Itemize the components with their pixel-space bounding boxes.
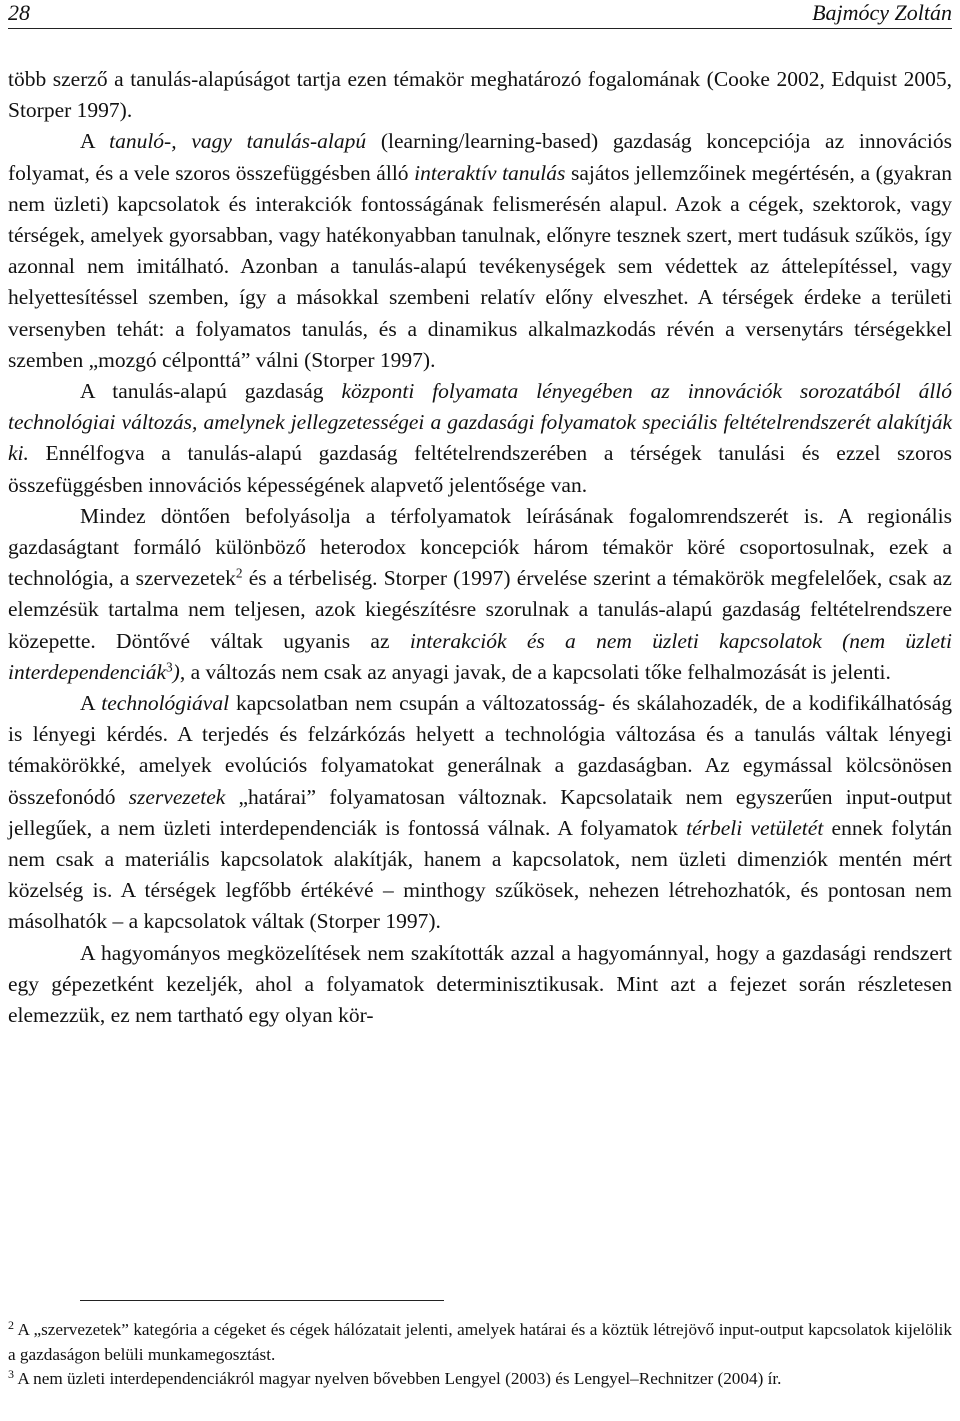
page-header xyxy=(8,0,952,29)
footnote-marker-2: 2 xyxy=(8,1317,15,1332)
footnotes xyxy=(8,1318,952,1392)
paragraph-3 xyxy=(8,376,952,501)
p5-italic-f: térbeli vetületét xyxy=(686,815,824,840)
p5-italic-d: szervezetek xyxy=(128,784,226,809)
footnote-text-2: A „szervezetek” kategória a cégeket és cégek hálózatait jelenti, amelyek határai és a köztük létrejövő input-output kapcsolatok kijelölik a gazdaságon belüli munkamegosztást. xyxy=(8,1320,952,1364)
p2-text-c: (learning/learning-based) gazdaság koncepciója az innovációs folyamat, és a vele szoros összefüggésben álló xyxy=(8,129,953,185)
footnote-3 xyxy=(8,1367,952,1392)
p3-italic-b: központi folyamata lényegében az innovációk sorozatából álló technológiai változás, amelynek jellegzetességei a gazdasági folyamatok speciális feltételrendszerét alakítják ki. xyxy=(8,379,953,466)
paragraph-5 xyxy=(8,688,952,938)
p2-italic-b: tanuló-, vagy tanulás-alapú xyxy=(109,129,367,154)
footnote-ref-2[interactable]: 2 xyxy=(235,565,243,581)
p2-text-a: A xyxy=(80,129,110,154)
p2-italic-d: interaktív tanulás xyxy=(414,160,566,185)
p5-text-a: A xyxy=(80,691,102,716)
p4-text-b: és a térbeliség. Storper (1997) érvelése szerint a témakörök megfelelőek, csak az elemzésük tartalma nem teljesen, azok kiegészítésre szorulnak a tanulás-alapú gazdaság feltételrendszere közepette. Döntővé váltak ugyanis az xyxy=(8,566,952,653)
page-number: 28 xyxy=(8,0,30,25)
footnote-ref-3[interactable]: 3 xyxy=(166,659,173,675)
p3-text-a: A tanulás-alapú gazdaság xyxy=(80,379,342,404)
paragraph-2 xyxy=(8,126,952,376)
p5-text-g: ennek folytán nem csak a materiális kapcsolatok alakítják, hanem a kapcsolatok, nem üzleti dimenziók mentén mért közelség is. A térségek legfőbb értékévé – minthogy szűkösek, nehezen létrehozhatók, és pontosan nem másolhatók – a kapcsolatok váltak (Storper 1997). xyxy=(8,815,952,934)
p5-text-e: „határai” folyamatosan változnak. Kapcsolataik nem egyszerűen input-output jellegűek, a nem üzleti interdependenciák is fontossá válnak. A folyamatok xyxy=(8,784,952,840)
paragraph-1 xyxy=(8,64,952,126)
paragraph-6 xyxy=(8,938,952,1032)
footnote-text-3: A nem üzleti interdependenciákról magyar nyelven bővebben Lengyel (2003) és Lengyel–Rechnitzer (2004) ír. xyxy=(14,1369,782,1388)
footnote-marker-3: 3 xyxy=(8,1366,15,1381)
p6-text: A hagyományos megközelítések nem szakították azzal a hagyománnyal, hogy a gazdasági rendszert egy gépezetként kezeljék, ahol a folyamatok determinisztikusak. Mint azt a fejezet során részletesen elemezzük, ez nem tartható egy olyan kör- xyxy=(8,940,952,1028)
footnote-separator xyxy=(80,1300,444,1301)
p4-italic-d: ) xyxy=(172,659,180,684)
footnote-2 xyxy=(8,1318,952,1367)
p4-text-a: Mindez döntően befolyásolja a térfolyamatok leírásának fogalomrendszerét is. A regionális gazdaságtant formáló különböző heterodox koncepciók három témakör köré csoportosulnak, ezek a technológia, a szervezetek xyxy=(8,503,952,591)
p4-italic-c: interakciók és a nem üzleti kapcsolatok (nem üzleti interdependenciák xyxy=(8,628,952,684)
body-text xyxy=(8,64,952,1031)
p5-text-c: kapcsolatban nem csupán a változatosság- és skálahozadék, de a kodifikálhatóság is lényegi kérdés. A terjedés és felzárkózás helyett a technológia változása és a tanulás váltak lényegi témakörökké, amelyek evolúciós folyamatokat generálnak a gazdaságban. Az egymással kölcsönösen összefonódó xyxy=(8,691,952,809)
p4-text-e: , a változás nem csak az anyagi javak, de a kapcsolati tőke felhalmozását is jelenti. xyxy=(179,659,891,684)
running-author: Bajmócy Zoltán xyxy=(812,0,952,25)
p3-text-c: Ennélfogva a tanulás-alapú gazdaság feltételrendszerében a térségek tanulási és ezzel szoros összefüggésben innovációs képességének alapvető jelentősége van. xyxy=(8,441,952,497)
paragraph-4 xyxy=(8,501,952,688)
p2-text-e: sajátos jellemzőinek megértésén, a (gyakran nem üzleti) kapcsolatok és interakciók fontosságának felismerésén alapul. Azok a cégek, szektorok, vagy térségek, amelyek gyorsabban, vagy hatékonyabban tanulnak, előnyre tesznek szert, mert tudásuk szűkös, így azonnal nem imitálható. Azonban a tanulás-alapú tevékenységek sem védettek az áttelepítéssel, vagy helyettesítéssel szemben, így a másokkal szembeni relatív előny elveszhet. A térségek érdeke a területi versenyben tehát: a folyamatos tanulás, és a dinamikus alkalmazkodás révén a versenytárs térségekkel szemben „mozgó célponttá” válni (Storper 1997). xyxy=(8,160,953,372)
p5-italic-b: technológiával xyxy=(101,691,230,716)
p1-text: több szerző a tanulás-alapúságot tartja ezen témakör meghatározó fogalomának (Cooke 2002, Edquist 2005, Storper 1997). xyxy=(8,67,952,123)
